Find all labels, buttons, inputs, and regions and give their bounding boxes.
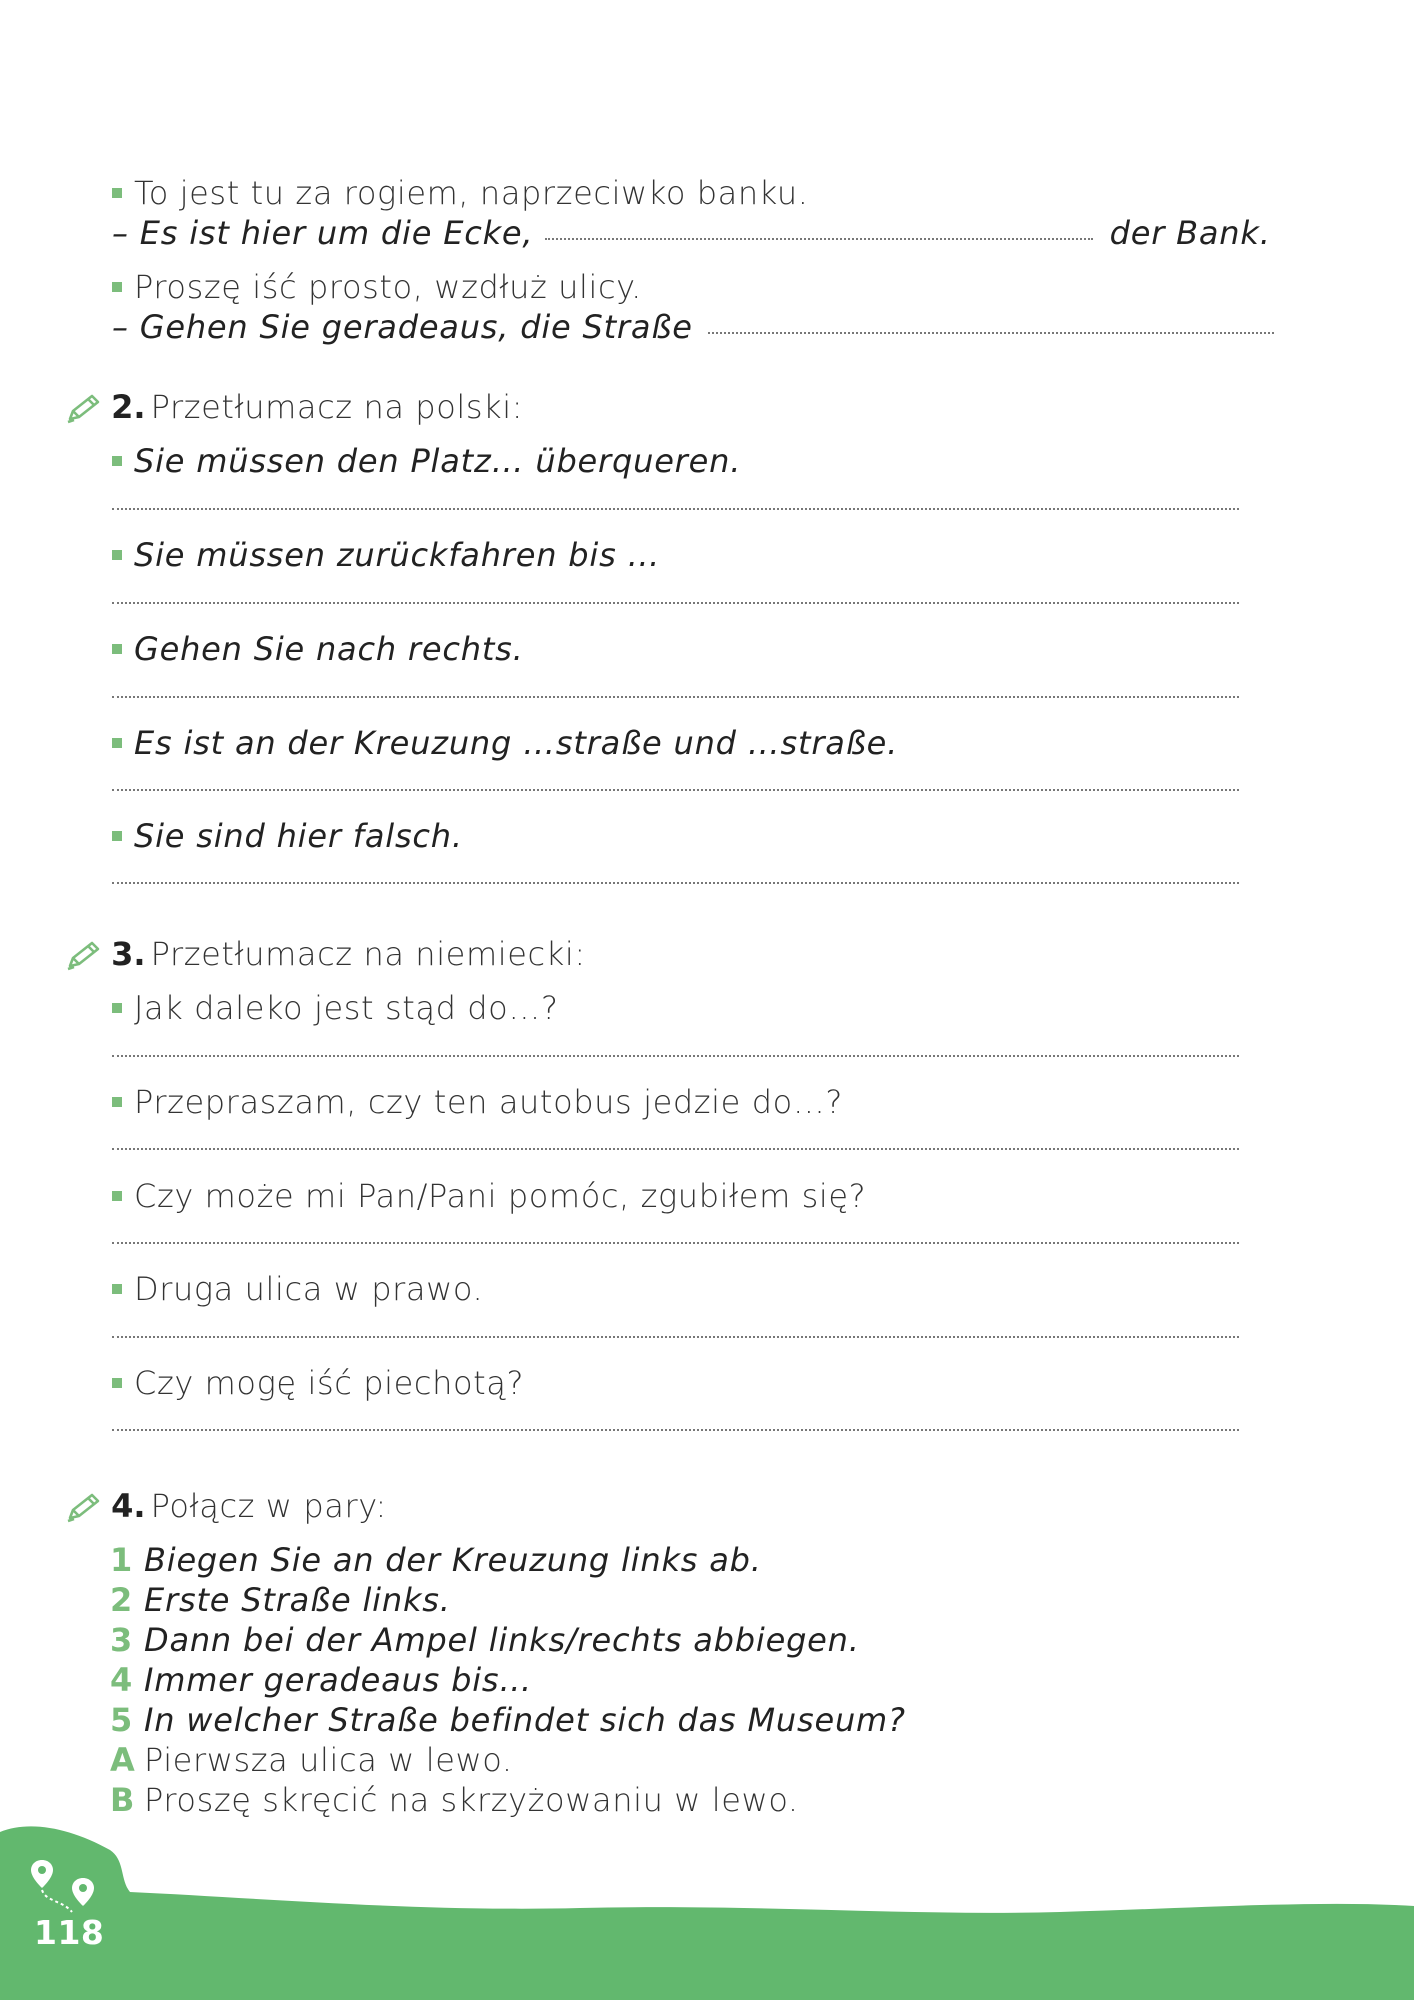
bullet	[112, 738, 122, 748]
match-item-b: B Proszę skręcić na skrzyżowaniu w lewo.	[110, 1781, 799, 1819]
page-number: 118	[34, 1913, 105, 1952]
task3-item-3: Czy może mi Pan/Pani pomóc, zgubiłem się?	[112, 1177, 866, 1213]
pencil-icon	[66, 392, 102, 424]
map-pins-route-icon	[28, 1858, 100, 1916]
fill-in-blank[interactable]	[708, 332, 1274, 334]
footer-band	[0, 1820, 1414, 2000]
bullet	[112, 282, 122, 292]
match-item-a: A Pierwsza ulica w lewo.	[110, 1741, 513, 1779]
task2-item-2: Sie müssen zurückfahren bis …	[112, 536, 660, 572]
answer-line[interactable]	[112, 1148, 1239, 1150]
answer-line[interactable]	[112, 1429, 1239, 1431]
answer-line[interactable]	[112, 508, 1239, 510]
bullet	[112, 831, 122, 841]
task2-item-3: Gehen Sie nach rechts.	[112, 630, 524, 666]
match-item-4: 4 Immer geradeaus bis…	[110, 1661, 533, 1699]
task1-item-1-polish: To jest tu za rogiem, naprzeciwko banku.	[112, 174, 809, 210]
task1-item-2-polish: Proszę iść prosto, wzdłuż ulicy.	[112, 268, 642, 304]
task3-item-2: Przepraszam, czy ten autobus jedzie do…?	[112, 1083, 843, 1119]
answer-line[interactable]	[112, 789, 1239, 791]
answer-line[interactable]	[112, 696, 1239, 698]
answer-line[interactable]	[112, 1336, 1239, 1338]
task3-item-1: Jak daleko jest stąd do…?	[112, 989, 559, 1025]
bullet	[112, 1284, 122, 1294]
bullet	[112, 550, 122, 560]
task-3-heading: 3. Przetłumacz na niemiecki:	[66, 935, 586, 973]
bullet	[112, 1003, 122, 1013]
bullet	[112, 188, 122, 198]
answer-line[interactable]	[112, 882, 1239, 884]
task3-item-4: Druga ulica w prawo.	[112, 1270, 483, 1306]
answer-line[interactable]	[112, 1242, 1239, 1244]
bullet	[112, 644, 122, 654]
pencil-icon	[66, 1491, 102, 1523]
answer-line[interactable]	[112, 602, 1239, 604]
fill-in-blank[interactable]	[545, 238, 1093, 240]
match-item-2: 2 Erste Straße links.	[110, 1581, 451, 1619]
bullet	[112, 1378, 122, 1388]
pencil-icon	[66, 939, 102, 971]
bullet	[112, 1097, 122, 1107]
bullet	[112, 1191, 122, 1201]
task2-item-5: Sie sind hier falsch.	[112, 817, 463, 853]
task1-item-2-german: – Gehen Sie geradeaus, die Straße	[112, 308, 1274, 344]
task1-item-1-german: – Es ist hier um die Ecke, der Bank.	[112, 214, 1271, 252]
bullet	[112, 456, 122, 466]
task-4-heading: 4. Połącz w pary:	[66, 1487, 387, 1525]
task2-item-4: Es ist an der Kreuzung …straße und …straße.	[112, 724, 898, 760]
match-item-5: 5 In welcher Straße befindet sich das Museum?	[110, 1701, 906, 1739]
match-item-3: 3 Dann bei der Ampel links/rechts abbiegen.	[110, 1621, 860, 1659]
match-item-1: 1 Biegen Sie an der Kreuzung links ab.	[110, 1541, 762, 1579]
task2-item-1: Sie müssen den Platz… überqueren.	[112, 442, 741, 478]
task3-item-5: Czy mogę iść piechotą?	[112, 1364, 524, 1400]
answer-line[interactable]	[112, 1055, 1239, 1057]
task-2-heading: 2. Przetłumacz na polski:	[66, 388, 523, 426]
